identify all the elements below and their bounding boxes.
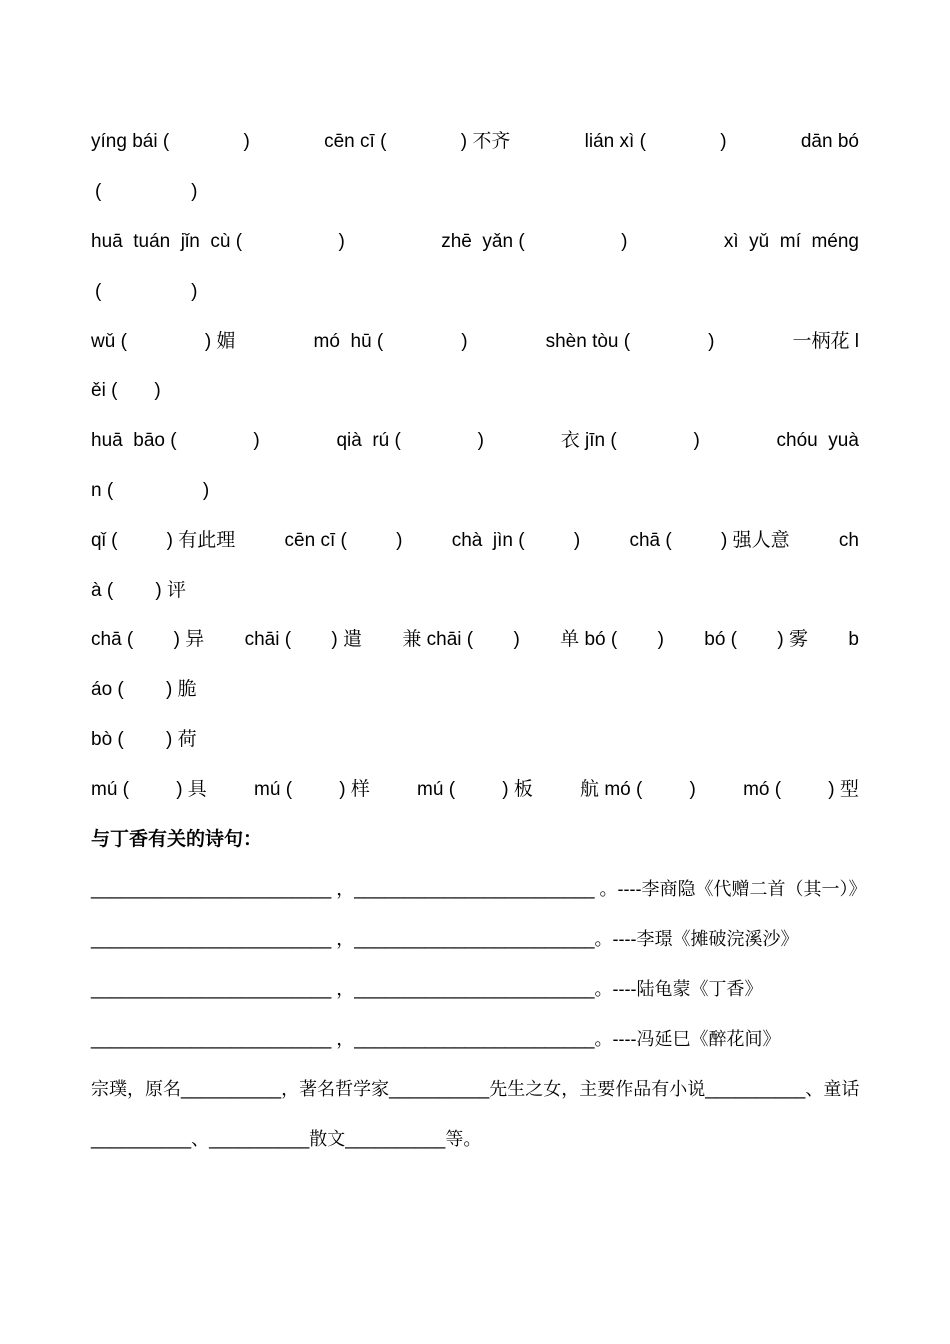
text-segment: ) 有此理 — [166, 530, 236, 551]
text-segment: ) 型 — [828, 779, 859, 800]
text-segment: lián xì ( — [584, 131, 646, 152]
text-segment: 航 mó ( — [580, 779, 643, 800]
pinyin-line-7 — [91, 426, 859, 456]
text-segment: ) 强人意 — [720, 530, 790, 551]
text-segment: mó ( — [743, 779, 782, 800]
pinyin-line-13: bò ( ) 荷 — [91, 729, 197, 750]
text-segment: 童话 — [823, 1079, 860, 1099]
text-segment: mú ( — [254, 779, 293, 800]
pinyin-line-6: ěi ( ) — [91, 380, 161, 401]
text-segment: xì yǔ mí méng — [723, 231, 859, 252]
pinyin-line-9 — [91, 526, 859, 556]
text-segment: b — [848, 629, 859, 650]
text-segment: mú ( — [417, 779, 456, 800]
text-segment: ) — [243, 131, 250, 152]
text-segment: ) — [338, 231, 345, 252]
text-segment: 单 bó ( — [560, 629, 618, 650]
pinyin-line-2: ( ) — [95, 181, 198, 202]
text-segment: ) — [461, 331, 468, 352]
pinyin-line-3 — [91, 227, 859, 257]
text-segment: ) — [689, 779, 696, 800]
text-segment: zhē yǎn ( — [441, 231, 525, 252]
text-segment: chā ( — [629, 530, 672, 551]
text-segment: ) — [513, 629, 520, 650]
pinyin-line-5 — [91, 327, 859, 357]
pinyin-line-4: ( ) — [95, 281, 198, 302]
text-segment: ) 板 — [502, 779, 533, 800]
text-segment: yíng bái ( — [91, 131, 170, 152]
text-segment: mú ( — [91, 779, 129, 800]
text-segment: dān bó — [800, 131, 859, 152]
pinyin-line-11 — [91, 625, 859, 655]
author-paragraph-line-2: __________、__________散文__________等。 — [91, 1129, 482, 1149]
text-segment: qǐ ( — [91, 530, 118, 551]
text-segment: ) — [657, 629, 664, 650]
text-segment: ) 遣 — [331, 629, 363, 650]
text-segment: ch — [838, 530, 859, 551]
text-segment: ) 样 — [339, 779, 370, 800]
text-segment: ) 具 — [176, 779, 207, 800]
text-segment: chāi ( — [244, 629, 292, 650]
text-segment: ) — [708, 331, 715, 352]
text-segment: ) — [621, 231, 628, 252]
text-segment: ) 异 — [173, 629, 205, 650]
text-segment: ) 媚 — [204, 331, 236, 352]
text-segment: ) — [396, 530, 403, 551]
text-segment: qià rú ( — [336, 430, 401, 451]
text-segment: ) — [720, 131, 727, 152]
poem-line: ________________________ ，________________________。----冯延巳《醉花间》 — [91, 1029, 781, 1049]
text-segment: ) 雾 — [777, 629, 808, 650]
text-segment: bó ( — [704, 629, 737, 650]
text-segment: 一柄花 l — [792, 331, 859, 352]
pinyin-line-12: áo ( ) 脆 — [91, 679, 197, 700]
text-segment: cēn cī ( — [284, 530, 347, 551]
text-segment: wǔ ( — [91, 331, 127, 352]
text-segment: ) — [253, 430, 260, 451]
text-segment: 兼 chāi ( — [402, 629, 474, 650]
pinyin-line-8: n ( ) — [91, 480, 210, 501]
poem-line: ________________________ ，________________________。----陆龟蒙《丁香》 — [91, 979, 763, 999]
pinyin-line-10: à ( ) 评 — [91, 580, 187, 601]
text-segment: 衣 jīn ( — [560, 430, 617, 451]
text-segment: huā bāo ( — [91, 430, 177, 451]
text-segment: chóu yuà — [776, 430, 859, 451]
pinyin-line-14 — [91, 775, 859, 805]
text-segment: ) — [477, 430, 484, 451]
text-segment: ) 不齐 — [460, 131, 511, 152]
text-segment: 宗璞，原名__________，著名哲学家__________先生之女，主要作品有小说__________、 — [91, 1079, 824, 1099]
text-segment: chà jìn ( — [451, 530, 525, 551]
text-segment: ) — [573, 530, 581, 551]
poem-line: ________________________ ，________________________ 。----李商隐《代赠二首（其一）》 — [91, 879, 867, 899]
text-segment: shèn tòu ( — [545, 331, 631, 352]
poem-section-heading: 与丁香有关的诗句： — [91, 829, 263, 850]
pinyin-line-1 — [91, 127, 859, 157]
text-segment: huā tuán jǐn cù ( — [91, 231, 243, 252]
text-segment: ) — [693, 430, 700, 451]
poem-line: ________________________ ，________________________。----李璟《摊破浣溪沙》 — [91, 929, 799, 949]
author-paragraph-line-1 — [91, 1074, 859, 1104]
text-segment: chā ( — [91, 629, 134, 650]
text-segment: mó hū ( — [313, 331, 384, 352]
text-segment: cēn cī ( — [324, 131, 387, 152]
